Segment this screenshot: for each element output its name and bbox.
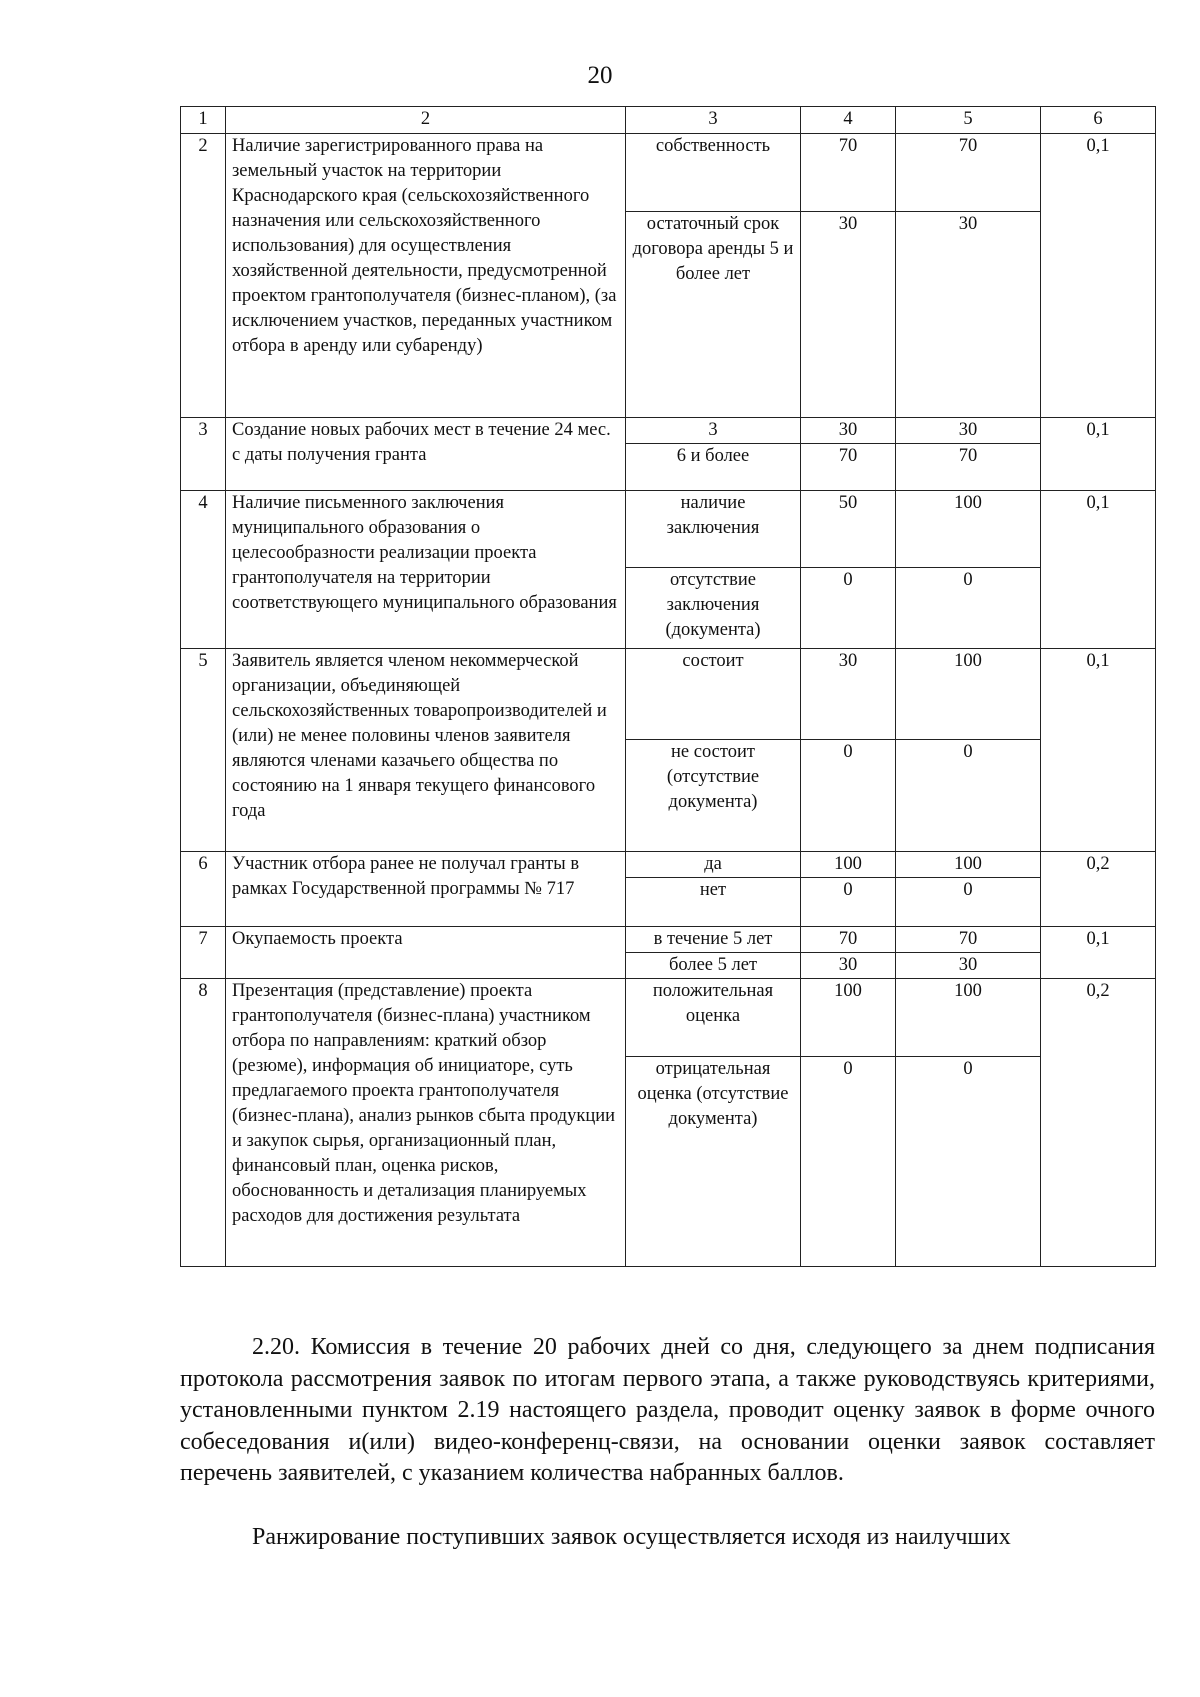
score-col5: 70: [896, 134, 1041, 212]
criterion-text: Создание новых рабочих мест в течение 24 мес. с даты получения гранта: [226, 418, 626, 491]
criterion-text: Наличие письменного заключения муниципального образования о целесообразности реализации проекта грантополучателя на территории соответствующего муниципального образования: [226, 491, 626, 649]
score-col5: 100: [896, 491, 1041, 568]
table-header-row: [181, 107, 1156, 134]
score-col4: 70: [801, 444, 896, 491]
header-cell: 3: [626, 107, 801, 134]
score-col5: 30: [896, 953, 1041, 979]
score-col5: 0: [896, 1057, 1041, 1267]
paragraph-2-20: [180, 1332, 1155, 1490]
option-value: не состоит (отсутствие документа): [626, 740, 801, 852]
criterion-text: Участник отбора ранее не получал гранты в рамках Государственной программы № 717: [226, 852, 626, 927]
page-number: 20: [587, 62, 613, 89]
table-row: [181, 979, 1156, 1057]
criterion-text: Окупаемость проекта: [226, 927, 626, 979]
table-row: [181, 491, 1156, 568]
score-col5: 70: [896, 444, 1041, 491]
row-number: 3: [181, 418, 226, 491]
paragraph-text: Ранжирование поступивших заявок осуществляется исходя из наилучших: [252, 1524, 1011, 1550]
score-col5: 100: [896, 979, 1041, 1057]
table-row: [181, 927, 1156, 953]
weight: 0,1: [1041, 649, 1156, 852]
score-col4: 50: [801, 491, 896, 568]
option-value: нет: [626, 878, 801, 927]
header-cell: 6: [1041, 107, 1156, 134]
weight: 0,1: [1041, 491, 1156, 649]
score-col4: 0: [801, 568, 896, 649]
score-col4: 0: [801, 1057, 896, 1267]
score-col5: 0: [896, 740, 1041, 852]
table-row: [181, 852, 1156, 878]
weight: 0,1: [1041, 134, 1156, 418]
criterion-text: Презентация (представление) проекта грантополучателя (бизнес-плана) участником отбора по направлениям: краткий обзор (резюме), информация об инициаторе, суть предлагаемого проекта грантополучателя (бизнес-плана), анализ рынков сбыта продукции и закупок сырья, организационный план, финансовый план, оценка рисков, обоснованность и детализация планируемых расходов для достижения результата: [226, 979, 626, 1267]
option-value: наличие заключения: [626, 491, 801, 568]
score-col5: 100: [896, 649, 1041, 740]
weight: 0,1: [1041, 418, 1156, 491]
option-value: в течение 5 лет: [626, 927, 801, 953]
score-col5: 70: [896, 927, 1041, 953]
score-col4: 70: [801, 927, 896, 953]
row-number: 5: [181, 649, 226, 852]
weight: 0,2: [1041, 979, 1156, 1267]
weight: 0,1: [1041, 927, 1156, 979]
score-col5: 0: [896, 568, 1041, 649]
criterion-text: Наличие зарегистрированного права на земельный участок на территории Краснодарского края (сельскохозяйственного назначения или сельскохозяйственного использования) для осуществления хозяйственной деятельности, предусмотренной проектом грантополучателя (бизнес-планом), (за исключением участков, переданных участником отбора в аренду или субаренду): [226, 134, 626, 418]
score-col4: 30: [801, 212, 896, 418]
option-value: собственность: [626, 134, 801, 212]
score-col5: 100: [896, 852, 1041, 878]
score-col4: 0: [801, 740, 896, 852]
option-value: более 5 лет: [626, 953, 801, 979]
option-value: отрицательная оценка (отсутствие документа): [626, 1057, 801, 1267]
option-value: отсутствие заключения (документа): [626, 568, 801, 649]
score-col4: 30: [801, 418, 896, 444]
option-value: 6 и более: [626, 444, 801, 491]
row-number: 2: [181, 134, 226, 418]
option-value: 3: [626, 418, 801, 444]
score-col5: 30: [896, 418, 1041, 444]
option-value: остаточный срок договора аренды 5 и более лет: [626, 212, 801, 418]
score-col5: 0: [896, 878, 1041, 927]
paragraph-text: 2.20. Комиссия в течение 20 рабочих дней со дня, следующего за днем подписания протокола рассмотрения заявок по итогам первого этапа, а также руководствуясь критериями, установленными пунктом 2.19 настоящего раздела, проводит оценку заявок в форме очного собеседования и(или) видео-конференц-связи, на основании оценки заявок составляет перечень заявителей, с указанием количества набранных баллов.: [180, 1334, 1155, 1486]
row-number: 6: [181, 852, 226, 927]
score-col4: 30: [801, 953, 896, 979]
table-row: [181, 418, 1156, 444]
option-value: положительная оценка: [626, 979, 801, 1057]
table-row: [181, 134, 1156, 212]
header-cell: 5: [896, 107, 1041, 134]
weight: 0,2: [1041, 852, 1156, 927]
row-number: 7: [181, 927, 226, 979]
criterion-text: Заявитель является членом некоммерческой организации, объединяющей сельскохозяйственных товаропроизводителей и (или) не менее половины членов заявителя являются членами казачьего общества по состоянию на 1 января текущего финансового года: [226, 649, 626, 852]
paragraph-ranking: [180, 1522, 1155, 1554]
criteria-table: [180, 106, 1156, 1267]
option-value: да: [626, 852, 801, 878]
score-col4: 30: [801, 649, 896, 740]
table-row: [181, 649, 1156, 740]
score-col4: 100: [801, 979, 896, 1057]
row-number: 4: [181, 491, 226, 649]
score-col5: 30: [896, 212, 1041, 418]
option-value: состоит: [626, 649, 801, 740]
header-cell: 1: [181, 107, 226, 134]
score-col4: 0: [801, 878, 896, 927]
score-col4: 70: [801, 134, 896, 212]
score-col4: 100: [801, 852, 896, 878]
header-cell: 4: [801, 107, 896, 134]
header-cell: 2: [226, 107, 626, 134]
row-number: 8: [181, 979, 226, 1267]
